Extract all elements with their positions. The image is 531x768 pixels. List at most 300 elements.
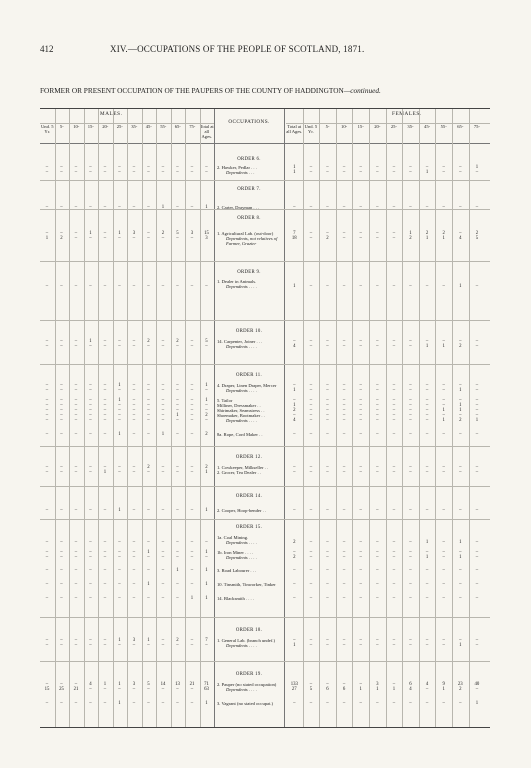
female-count-cell: – bbox=[425, 284, 429, 289]
female-count-cell: 1 bbox=[425, 540, 429, 545]
female-count-cell: – bbox=[392, 383, 396, 388]
male-count-cell: 1 bbox=[205, 596, 208, 601]
male-count-cell: – bbox=[176, 170, 179, 175]
female-count-cell: – bbox=[326, 170, 329, 175]
female-count-cell: – bbox=[326, 344, 329, 349]
female-count-cell: 5 bbox=[475, 236, 479, 241]
male-count-cell: – bbox=[161, 555, 165, 560]
female-count-cell: – bbox=[475, 398, 479, 403]
female-count-cell: – bbox=[342, 465, 346, 470]
order-heading: ORDER 6. bbox=[237, 157, 261, 162]
female-count-cell: – bbox=[376, 165, 379, 170]
female-count-cell: – bbox=[392, 403, 396, 408]
female-count-cell: – bbox=[425, 643, 429, 648]
female-count-cell: – bbox=[425, 568, 429, 573]
male-count-cell: 1 bbox=[205, 550, 208, 555]
female-count-cell: – bbox=[359, 682, 362, 687]
female-count-cell: – bbox=[475, 643, 479, 648]
occupation-label: 2. Hawker, Pedlar . . . bbox=[217, 165, 257, 170]
female-count-cell: 4 bbox=[409, 687, 412, 692]
male-count-cell: – bbox=[60, 643, 63, 648]
female-count-cell: – bbox=[342, 170, 346, 175]
page-number: 412 bbox=[40, 44, 54, 54]
male-count-cell: – bbox=[176, 687, 179, 692]
male-count-cell: 5 bbox=[147, 682, 150, 687]
male-count-cell: – bbox=[74, 165, 78, 170]
male-count-cell: – bbox=[118, 170, 121, 175]
female-count-cell: – bbox=[326, 596, 329, 601]
male-count-cell: – bbox=[60, 508, 63, 513]
male-count-cell: – bbox=[89, 408, 92, 413]
female-count-cell: – bbox=[309, 403, 313, 408]
female-count-cell: – bbox=[376, 403, 379, 408]
female-count-cell: – bbox=[392, 339, 396, 344]
female-count-cell: – bbox=[309, 638, 313, 643]
male-count-cell: – bbox=[60, 582, 63, 587]
male-col-header: Total at all Ages. bbox=[199, 124, 214, 139]
male-count-cell: – bbox=[176, 408, 179, 413]
male-count-cell: – bbox=[103, 701, 107, 706]
female-count-cell: – bbox=[359, 643, 362, 648]
female-col-header: 55- bbox=[440, 124, 447, 129]
male-count-cell: – bbox=[118, 413, 121, 418]
female-count-cell: – bbox=[475, 383, 479, 388]
male-count-cell: – bbox=[176, 582, 179, 587]
female-count-cell: – bbox=[376, 638, 379, 643]
occupation-label: 14. Blacksmith . . . . bbox=[217, 596, 255, 601]
male-count-cell: – bbox=[132, 205, 136, 210]
female-count-cell: – bbox=[409, 582, 412, 587]
male-count-cell: – bbox=[74, 555, 78, 560]
female-count-cell: – bbox=[475, 638, 479, 643]
male-count-cell: – bbox=[190, 398, 194, 403]
female-count-cell: – bbox=[409, 205, 412, 210]
male-count-cell: – bbox=[103, 582, 107, 587]
male-count-cell: – bbox=[103, 383, 107, 388]
female-count-cell: – bbox=[326, 682, 329, 687]
male-col-header: 65- bbox=[174, 124, 181, 129]
male-count-cell: – bbox=[161, 403, 165, 408]
occupation-label: 2. Cooper, Hoop-bender . . bbox=[217, 508, 267, 513]
female-count-cell: – bbox=[442, 383, 445, 388]
male-count-cell: – bbox=[103, 344, 107, 349]
occupation-label: 3. Vagrant (no stated occupat.) bbox=[217, 701, 274, 706]
female-count-cell: – bbox=[409, 339, 412, 344]
male-count-cell: – bbox=[118, 205, 121, 210]
male-count-cell: 2 bbox=[205, 432, 208, 437]
female-count-cell: – bbox=[425, 470, 429, 475]
male-count-cell: 1 bbox=[176, 568, 179, 573]
female-count-cell: 1 bbox=[293, 284, 296, 289]
male-count-cell: – bbox=[89, 413, 92, 418]
female-count-cell: 1 bbox=[425, 236, 429, 241]
occupation-label: 3. Road Labourer . . . bbox=[217, 568, 257, 573]
male-count-cell: 2 bbox=[147, 339, 150, 344]
male-count-cell: 1 bbox=[205, 398, 208, 403]
female-count-cell: – bbox=[359, 344, 362, 349]
male-count-cell: – bbox=[45, 432, 49, 437]
female-count-cell: – bbox=[475, 432, 479, 437]
male-count-cell: – bbox=[74, 231, 78, 236]
male-count-cell: – bbox=[60, 682, 63, 687]
female-count-cell: – bbox=[409, 413, 412, 418]
male-count-cell: – bbox=[89, 388, 92, 393]
female-count-cell: – bbox=[376, 508, 379, 513]
male-count-cell: – bbox=[103, 687, 107, 692]
male-count-cell: – bbox=[60, 555, 63, 560]
female-col-header: 25- bbox=[390, 124, 397, 129]
female-count-cell: 9 bbox=[442, 682, 445, 687]
female-count-cell: – bbox=[293, 205, 296, 210]
female-col-header: Total at all Ages. bbox=[286, 124, 303, 134]
occupation-label: Dependents . . . . bbox=[226, 687, 257, 692]
occupation-label: 2. Grocer, Tea Dealer . . bbox=[217, 470, 261, 475]
male-count-cell: 1 bbox=[205, 701, 208, 706]
female-count-cell: – bbox=[459, 413, 462, 418]
female-count-cell: – bbox=[442, 568, 445, 573]
female-count-cell: – bbox=[326, 205, 329, 210]
order-heading: ORDER 8. bbox=[237, 216, 261, 221]
female-count-cell: – bbox=[475, 568, 479, 573]
female-count-cell: – bbox=[359, 555, 362, 560]
male-count-cell: – bbox=[147, 596, 150, 601]
occupation-label: Farmer, Grazier bbox=[226, 241, 257, 246]
female-count-cell: – bbox=[425, 582, 429, 587]
male-count-cell: – bbox=[74, 205, 78, 210]
female-count-cell: 1 bbox=[409, 231, 412, 236]
female-count-cell: – bbox=[376, 398, 379, 403]
male-count-cell: – bbox=[132, 418, 136, 423]
occupation-label: 4. Draper, Linen Draper, Mercer bbox=[217, 383, 277, 388]
male-count-cell: – bbox=[118, 339, 121, 344]
female-count-cell: 4 bbox=[293, 418, 296, 423]
female-count-cell: – bbox=[342, 403, 346, 408]
male-count-cell: – bbox=[45, 403, 49, 408]
male-count-cell: – bbox=[161, 413, 165, 418]
female-count-cell: – bbox=[342, 596, 346, 601]
female-count-cell: – bbox=[459, 470, 462, 475]
female-count-cell: – bbox=[392, 582, 396, 587]
male-count-cell: – bbox=[176, 398, 179, 403]
male-count-cell: – bbox=[103, 555, 107, 560]
female-count-cell: – bbox=[392, 470, 396, 475]
female-count-cell: 5 bbox=[309, 687, 313, 692]
male-count-cell: – bbox=[132, 236, 136, 241]
male-count-cell: – bbox=[118, 403, 121, 408]
female-count-cell: – bbox=[459, 638, 462, 643]
occupation-label: Dependents . . . . bbox=[226, 388, 257, 393]
females-heading: FEMALES. bbox=[392, 111, 422, 117]
male-count-cell: – bbox=[190, 344, 194, 349]
male-count-cell: – bbox=[118, 388, 121, 393]
male-count-cell: – bbox=[147, 508, 150, 513]
male-count-cell: – bbox=[60, 344, 63, 349]
female-col-header: 65- bbox=[457, 124, 464, 129]
male-count-cell: – bbox=[118, 344, 121, 349]
female-col-header: 10- bbox=[341, 124, 348, 129]
male-count-cell: 1 bbox=[205, 470, 208, 475]
female-count-cell: – bbox=[342, 398, 346, 403]
male-count-cell: – bbox=[190, 582, 194, 587]
male-count-cell: – bbox=[118, 540, 121, 545]
female-count-cell: – bbox=[293, 638, 296, 643]
male-count-cell: – bbox=[176, 555, 179, 560]
male-count-cell: – bbox=[147, 403, 150, 408]
male-count-cell: – bbox=[147, 170, 150, 175]
male-count-cell: – bbox=[45, 408, 49, 413]
male-count-cell: – bbox=[205, 418, 208, 423]
female-count-cell: – bbox=[326, 418, 329, 423]
occupation-label: 2. Carter, Drayman . . . bbox=[217, 205, 260, 210]
female-count-cell: – bbox=[309, 465, 313, 470]
female-count-cell: – bbox=[475, 403, 479, 408]
female-count-cell: – bbox=[409, 643, 412, 648]
female-count-cell: – bbox=[293, 582, 296, 587]
female-count-cell: 2 bbox=[459, 418, 462, 423]
male-count-cell: – bbox=[147, 236, 150, 241]
female-count-cell: – bbox=[326, 582, 329, 587]
male-count-cell: – bbox=[161, 638, 165, 643]
male-count-cell: – bbox=[132, 398, 136, 403]
female-count-cell: – bbox=[442, 508, 445, 513]
occupation-label: Dependents . . . bbox=[226, 170, 255, 175]
male-count-cell: 1 bbox=[103, 470, 107, 475]
male-count-cell: – bbox=[161, 236, 165, 241]
male-count-cell: 2 bbox=[176, 339, 179, 344]
female-count-cell: – bbox=[376, 555, 379, 560]
female-count-cell: – bbox=[459, 170, 462, 175]
female-count-cell: – bbox=[309, 682, 313, 687]
male-count-cell: – bbox=[45, 470, 49, 475]
male-count-cell: – bbox=[74, 643, 78, 648]
male-count-cell: – bbox=[176, 165, 179, 170]
female-count-cell: 2 bbox=[293, 540, 296, 545]
female-count-cell: – bbox=[359, 231, 362, 236]
male-count-cell: – bbox=[118, 582, 121, 587]
female-count-cell: – bbox=[359, 205, 362, 210]
female-count-cell: 2 bbox=[442, 231, 445, 236]
male-count-cell: – bbox=[147, 231, 150, 236]
male-count-cell: – bbox=[161, 568, 165, 573]
female-count-cell: – bbox=[326, 701, 329, 706]
female-count-cell: – bbox=[342, 284, 346, 289]
male-count-cell: 1 bbox=[147, 638, 150, 643]
female-count-cell: 1 bbox=[293, 170, 296, 175]
male-count-cell: 15 bbox=[44, 687, 50, 692]
occupation-label: 8a. Rope, Cord Maker . . bbox=[217, 432, 263, 437]
section-rule bbox=[40, 320, 490, 321]
female-count-cell: – bbox=[459, 205, 462, 210]
male-count-cell: 1 bbox=[103, 682, 107, 687]
subtitle-continued: —continued. bbox=[343, 86, 381, 95]
male-count-cell: – bbox=[60, 540, 63, 545]
female-count-cell: – bbox=[359, 582, 362, 587]
female-count-cell: – bbox=[392, 568, 396, 573]
occupation-label: Milliner, Dressmaker . . bbox=[217, 403, 261, 408]
female-col-header: 75- bbox=[473, 124, 480, 129]
female-count-cell: – bbox=[475, 508, 479, 513]
female-count-cell: – bbox=[342, 236, 346, 241]
female-count-cell: – bbox=[309, 284, 313, 289]
male-count-cell: – bbox=[132, 403, 136, 408]
male-count-cell: – bbox=[132, 687, 136, 692]
male-count-cell: – bbox=[190, 205, 194, 210]
male-count-cell: – bbox=[60, 413, 63, 418]
female-count-cell: – bbox=[309, 555, 313, 560]
female-count-cell: 6 bbox=[342, 687, 346, 692]
female-count-cell: – bbox=[425, 687, 429, 692]
female-count-cell: – bbox=[475, 344, 479, 349]
female-count-cell: – bbox=[376, 643, 379, 648]
female-count-cell: – bbox=[376, 550, 379, 555]
female-count-cell: 27 bbox=[291, 687, 297, 692]
occupation-label: 10. Tinsmith, Tinworker, Tinker bbox=[217, 582, 276, 587]
female-count-cell: – bbox=[342, 508, 346, 513]
female-count-cell: – bbox=[459, 701, 462, 706]
male-count-cell: 4 bbox=[89, 682, 92, 687]
female-count-cell: – bbox=[342, 231, 346, 236]
male-count-cell: – bbox=[74, 413, 78, 418]
male-count-cell: – bbox=[118, 643, 121, 648]
female-col-header: 45- bbox=[424, 124, 431, 129]
female-count-cell: – bbox=[409, 418, 412, 423]
male-count-cell: – bbox=[190, 170, 194, 175]
male-count-cell: – bbox=[45, 284, 49, 289]
female-count-cell: – bbox=[309, 236, 313, 241]
male-count-cell: – bbox=[74, 236, 78, 241]
female-count-cell: – bbox=[392, 550, 396, 555]
male-count-cell: – bbox=[147, 643, 150, 648]
female-count-cell: – bbox=[342, 388, 346, 393]
female-count-cell: – bbox=[475, 408, 479, 413]
male-count-cell: – bbox=[161, 339, 165, 344]
male-count-cell: – bbox=[74, 465, 78, 470]
male-count-cell: – bbox=[89, 170, 92, 175]
male-count-cell: – bbox=[74, 398, 78, 403]
female-count-cell: – bbox=[326, 465, 329, 470]
female-count-cell: 1 bbox=[425, 170, 429, 175]
male-count-cell: – bbox=[74, 540, 78, 545]
female-count-cell: – bbox=[342, 555, 346, 560]
male-count-cell: – bbox=[60, 465, 63, 470]
female-count-cell: 1 bbox=[475, 418, 479, 423]
female-count-cell: – bbox=[309, 383, 313, 388]
occupation-label: Dependents, not relatives of bbox=[226, 236, 278, 241]
female-count-cell: – bbox=[459, 398, 462, 403]
male-count-cell: – bbox=[45, 413, 49, 418]
section-rule bbox=[40, 261, 490, 262]
female-count-cell: – bbox=[309, 339, 313, 344]
male-count-cell: 1 bbox=[161, 205, 165, 210]
male-count-cell: – bbox=[205, 643, 208, 648]
male-count-cell: 1 bbox=[176, 413, 179, 418]
male-count-cell: – bbox=[103, 170, 107, 175]
male-count-cell: 71 bbox=[204, 682, 209, 687]
male-count-cell: – bbox=[118, 418, 121, 423]
male-count-cell: – bbox=[176, 284, 179, 289]
female-count-cell: – bbox=[309, 408, 313, 413]
male-count-cell: – bbox=[45, 540, 49, 545]
female-count-cell: 1 bbox=[442, 236, 445, 241]
female-count-cell: – bbox=[293, 398, 296, 403]
male-count-cell: – bbox=[132, 339, 136, 344]
female-count-cell: – bbox=[409, 170, 412, 175]
female-count-cell: – bbox=[376, 344, 379, 349]
female-count-cell: – bbox=[425, 596, 429, 601]
female-count-cell: – bbox=[293, 701, 296, 706]
male-count-cell: 2 bbox=[147, 465, 150, 470]
female-count-cell: – bbox=[409, 550, 412, 555]
female-count-cell: 2 bbox=[475, 231, 479, 236]
section-rule bbox=[40, 519, 490, 520]
female-count-cell: – bbox=[309, 596, 313, 601]
female-count-cell: – bbox=[376, 413, 379, 418]
male-count-cell: – bbox=[190, 418, 194, 423]
female-count-cell: – bbox=[376, 170, 379, 175]
male-count-cell: – bbox=[89, 596, 92, 601]
male-count-cell: 2 bbox=[205, 413, 208, 418]
female-count-cell: 133 bbox=[290, 682, 298, 687]
male-count-cell: 3 bbox=[190, 231, 194, 236]
female-count-cell: – bbox=[359, 413, 362, 418]
male-count-cell: – bbox=[176, 403, 179, 408]
female-count-cell: – bbox=[392, 638, 396, 643]
male-count-cell: – bbox=[118, 284, 121, 289]
male-count-cell: – bbox=[89, 550, 92, 555]
male-count-cell: – bbox=[89, 643, 92, 648]
female-count-cell: – bbox=[309, 470, 313, 475]
female-count-cell: 7 bbox=[293, 231, 296, 236]
male-count-cell: – bbox=[132, 388, 136, 393]
female-count-cell: – bbox=[359, 470, 362, 475]
male-count-cell: – bbox=[161, 170, 165, 175]
female-count-cell: – bbox=[392, 170, 396, 175]
male-count-cell: – bbox=[60, 231, 63, 236]
female-count-cell: 1 bbox=[376, 687, 379, 692]
occupation-label: 1. Dealer in Animals. bbox=[217, 279, 257, 284]
male-count-cell: – bbox=[60, 432, 63, 437]
male-count-cell: 3 bbox=[132, 638, 136, 643]
female-count-cell: – bbox=[376, 236, 379, 241]
male-count-cell: – bbox=[132, 165, 136, 170]
male-count-cell: – bbox=[132, 284, 136, 289]
female-count-cell: – bbox=[326, 398, 329, 403]
male-count-cell: – bbox=[161, 540, 165, 545]
female-count-cell: – bbox=[392, 231, 396, 236]
female-count-cell: – bbox=[342, 470, 346, 475]
male-count-cell: – bbox=[45, 568, 49, 573]
male-count-cell: – bbox=[45, 383, 49, 388]
female-count-cell: – bbox=[309, 550, 313, 555]
female-count-cell: – bbox=[326, 550, 329, 555]
male-col-header: Und. 5 Yr. bbox=[40, 124, 54, 134]
female-count-cell: – bbox=[293, 383, 296, 388]
female-count-cell: 4 bbox=[425, 682, 429, 687]
male-count-cell: 1 bbox=[118, 508, 121, 513]
male-count-cell: – bbox=[118, 465, 121, 470]
male-count-cell: – bbox=[103, 465, 107, 470]
male-count-cell: – bbox=[45, 643, 49, 648]
female-count-cell: – bbox=[376, 465, 379, 470]
male-count-cell: – bbox=[45, 555, 49, 560]
male-count-cell: – bbox=[45, 582, 49, 587]
female-count-cell: – bbox=[293, 432, 296, 437]
male-count-cell: – bbox=[45, 701, 49, 706]
female-count-cell: – bbox=[442, 540, 445, 545]
male-count-cell: – bbox=[74, 344, 78, 349]
male-count-cell: – bbox=[118, 568, 121, 573]
occupation-label: Dependents . . . . bbox=[226, 540, 257, 545]
